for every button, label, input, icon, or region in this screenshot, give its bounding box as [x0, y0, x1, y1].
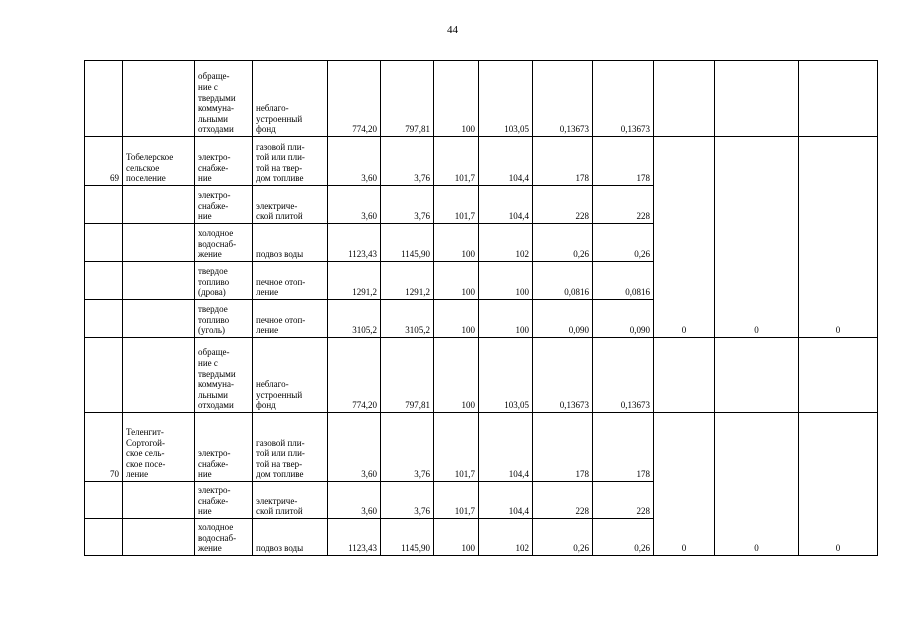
value-cell: 228: [593, 482, 654, 519]
settlement-name: Тобелерское сельское поселение: [123, 137, 195, 186]
value-cell: 774,20: [328, 338, 381, 413]
row-number: [85, 186, 123, 224]
value-cell: 797,81: [381, 338, 434, 413]
tariff-table: [84, 60, 878, 556]
value-cell: 228: [533, 186, 593, 224]
value-cell: 104,4: [479, 137, 533, 186]
row-number: [85, 482, 123, 519]
table-row: [85, 61, 878, 137]
value-cell: 3,76: [381, 186, 434, 224]
value-cell: 3,60: [328, 137, 381, 186]
value-cell: 0,090: [593, 300, 654, 338]
value-cell: 1291,2: [381, 262, 434, 300]
empty-cell: [654, 61, 715, 137]
merged-value-cell: 0: [715, 137, 799, 338]
value-cell: 0,26: [593, 224, 654, 262]
service-name: электро- снабже- ние: [195, 137, 253, 186]
value-cell: 100: [434, 262, 479, 300]
value-cell: 1123,43: [328, 224, 381, 262]
value-cell: 100: [434, 338, 479, 413]
value-cell: 1123,43: [328, 519, 381, 556]
value-cell: 3,76: [381, 413, 434, 482]
value-cell: 0,26: [533, 519, 593, 556]
value-cell: 101,7: [434, 413, 479, 482]
merged-value-cell: 0: [799, 137, 878, 338]
value-cell: 101,7: [434, 137, 479, 186]
merged-value-cell: 0: [654, 137, 715, 338]
value-cell: 100: [479, 300, 533, 338]
value-cell: 178: [533, 413, 593, 482]
merged-value-cell: 0: [654, 413, 715, 556]
value-cell: 104,4: [479, 186, 533, 224]
value-cell: 101,7: [434, 186, 479, 224]
row-number: 69: [85, 137, 123, 186]
row-number: [85, 338, 123, 413]
row-number: [85, 61, 123, 137]
value-cell: 1291,2: [328, 262, 381, 300]
housing-type: неблаго- устроенный фонд: [253, 338, 328, 413]
service-name: обраще- ние с твердыми коммуна- льными отходами: [195, 338, 253, 413]
value-cell: 178: [533, 137, 593, 186]
value-cell: 103,05: [479, 61, 533, 137]
housing-type: электриче- ской плитой: [253, 186, 328, 224]
value-cell: 228: [593, 186, 654, 224]
empty-cell: [654, 338, 715, 413]
value-cell: 100: [434, 224, 479, 262]
settlement-name: [123, 519, 195, 556]
table-row: [85, 137, 878, 186]
value-cell: 100: [434, 519, 479, 556]
value-cell: 103,05: [479, 338, 533, 413]
housing-type: печное отоп- ление: [253, 262, 328, 300]
housing-type: подвоз воды: [253, 224, 328, 262]
service-name: электро- снабже- ние: [195, 482, 253, 519]
value-cell: 0,0816: [593, 262, 654, 300]
value-cell: 104,4: [479, 413, 533, 482]
value-cell: 3,60: [328, 413, 381, 482]
value-cell: 0,13673: [533, 338, 593, 413]
settlement-name: [123, 262, 195, 300]
housing-type: печное отоп- ление: [253, 300, 328, 338]
value-cell: 3,60: [328, 186, 381, 224]
value-cell: 3,76: [381, 482, 434, 519]
value-cell: 178: [593, 137, 654, 186]
settlement-name: [123, 186, 195, 224]
table-row: [85, 413, 878, 482]
value-cell: 100: [434, 61, 479, 137]
service-name: твердое топливо (дрова): [195, 262, 253, 300]
service-name: электро- снабже- ние: [195, 413, 253, 482]
value-cell: 774,20: [328, 61, 381, 137]
settlement-name: [123, 61, 195, 137]
empty-cell: [799, 61, 878, 137]
housing-type: подвоз воды: [253, 519, 328, 556]
empty-cell: [715, 338, 799, 413]
value-cell: 0,090: [533, 300, 593, 338]
row-number: [85, 300, 123, 338]
value-cell: 100: [434, 300, 479, 338]
page-number: 44: [447, 24, 458, 36]
value-cell: 178: [593, 413, 654, 482]
value-cell: 1145,90: [381, 519, 434, 556]
value-cell: 3105,2: [381, 300, 434, 338]
service-name: холодное водоснаб- жение: [195, 224, 253, 262]
row-number: [85, 224, 123, 262]
housing-type: неблаго- устроенный фонд: [253, 61, 328, 137]
value-cell: 101,7: [434, 482, 479, 519]
settlement-name: [123, 482, 195, 519]
value-cell: 0,0816: [533, 262, 593, 300]
value-cell: 1145,90: [381, 224, 434, 262]
housing-type: электриче- ской плитой: [253, 482, 328, 519]
housing-type: газовой пли- той или пли- той на твер- дом топливе: [253, 413, 328, 482]
settlement-name: Теленгит- Сортогой- ское сель- ское посе- ление: [123, 413, 195, 482]
table-row: [85, 338, 878, 413]
service-name: обраще- ние с твердыми коммуна- льными отходами: [195, 61, 253, 137]
value-cell: 0,26: [593, 519, 654, 556]
settlement-name: [123, 338, 195, 413]
value-cell: 228: [533, 482, 593, 519]
value-cell: 0,13673: [533, 61, 593, 137]
row-number: 70: [85, 413, 123, 482]
service-name: электро- снабже- ние: [195, 186, 253, 224]
value-cell: 3105,2: [328, 300, 381, 338]
empty-cell: [799, 338, 878, 413]
settlement-name: [123, 224, 195, 262]
value-cell: 0,26: [533, 224, 593, 262]
value-cell: 3,60: [328, 482, 381, 519]
value-cell: 0,13673: [593, 61, 654, 137]
merged-value-cell: 0: [715, 413, 799, 556]
value-cell: 797,81: [381, 61, 434, 137]
value-cell: 102: [479, 519, 533, 556]
row-number: [85, 262, 123, 300]
value-cell: 3,76: [381, 137, 434, 186]
housing-type: газовой пли- той или пли- той на твер- дом топливе: [253, 137, 328, 186]
empty-cell: [715, 61, 799, 137]
row-number: [85, 519, 123, 556]
settlement-name: [123, 300, 195, 338]
value-cell: 102: [479, 224, 533, 262]
service-name: холодное водоснаб- жение: [195, 519, 253, 556]
value-cell: 104,4: [479, 482, 533, 519]
value-cell: 0,13673: [593, 338, 654, 413]
merged-value-cell: 0: [799, 413, 878, 556]
value-cell: 100: [479, 262, 533, 300]
service-name: твердое топливо (уголь): [195, 300, 253, 338]
